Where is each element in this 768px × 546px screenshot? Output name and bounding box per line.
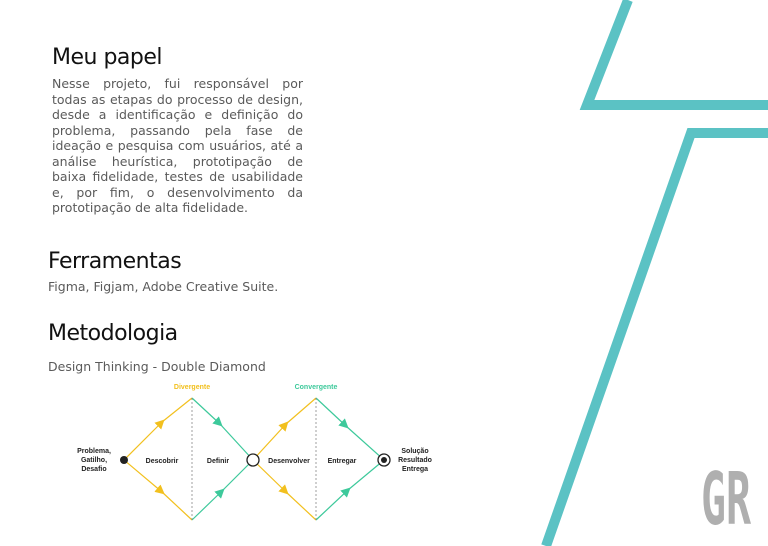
end-node-inner	[381, 457, 387, 463]
divergent-label: Divergente	[173, 384, 211, 391]
methodology-name: Design Thinking - Double Diamond	[48, 359, 266, 374]
double-diamond-diagram	[60, 378, 450, 528]
tools-heading: Ferramentas	[48, 249, 182, 274]
convergent-label: Convergente	[294, 384, 338, 391]
start-node	[120, 456, 128, 464]
start-label-line1: Problema,	[77, 448, 111, 455]
phase-deliver: Entregar	[327, 458, 357, 465]
end-label-line3: Entrega	[401, 466, 429, 473]
start-label-line2: Gatilho,	[80, 457, 108, 464]
gr-logo	[700, 450, 752, 528]
end-label-line1: Solução	[401, 448, 429, 455]
methodology-heading: Metodologia	[48, 321, 178, 346]
tools-list: Figma, Figjam, Adobe Creative Suite.	[48, 279, 279, 294]
role-description: Nesse projeto, fui responsável por todas as etapas do processo de design, desde a identificação e definição do problema, passando pela fase de ideação e pesquisa com usuários, até a análise heurística, prototipação de baixa fidelidade, testes de usabilidade e, por fim, o desenvolvimento da prototipação de alta fidelidade.	[52, 76, 303, 215]
phase-discover: Descobrir	[145, 458, 179, 465]
phase-define: Definir	[206, 458, 230, 465]
role-heading: Meu papel	[52, 45, 163, 70]
phase-develop: Desenvolver	[268, 458, 310, 465]
middle-node	[247, 454, 259, 466]
end-label-line2: Resultado	[398, 457, 432, 464]
gr-logo-text: GR	[701, 457, 752, 528]
diamond-discover-define	[124, 398, 253, 520]
start-label-line3: Desafio	[81, 466, 107, 473]
